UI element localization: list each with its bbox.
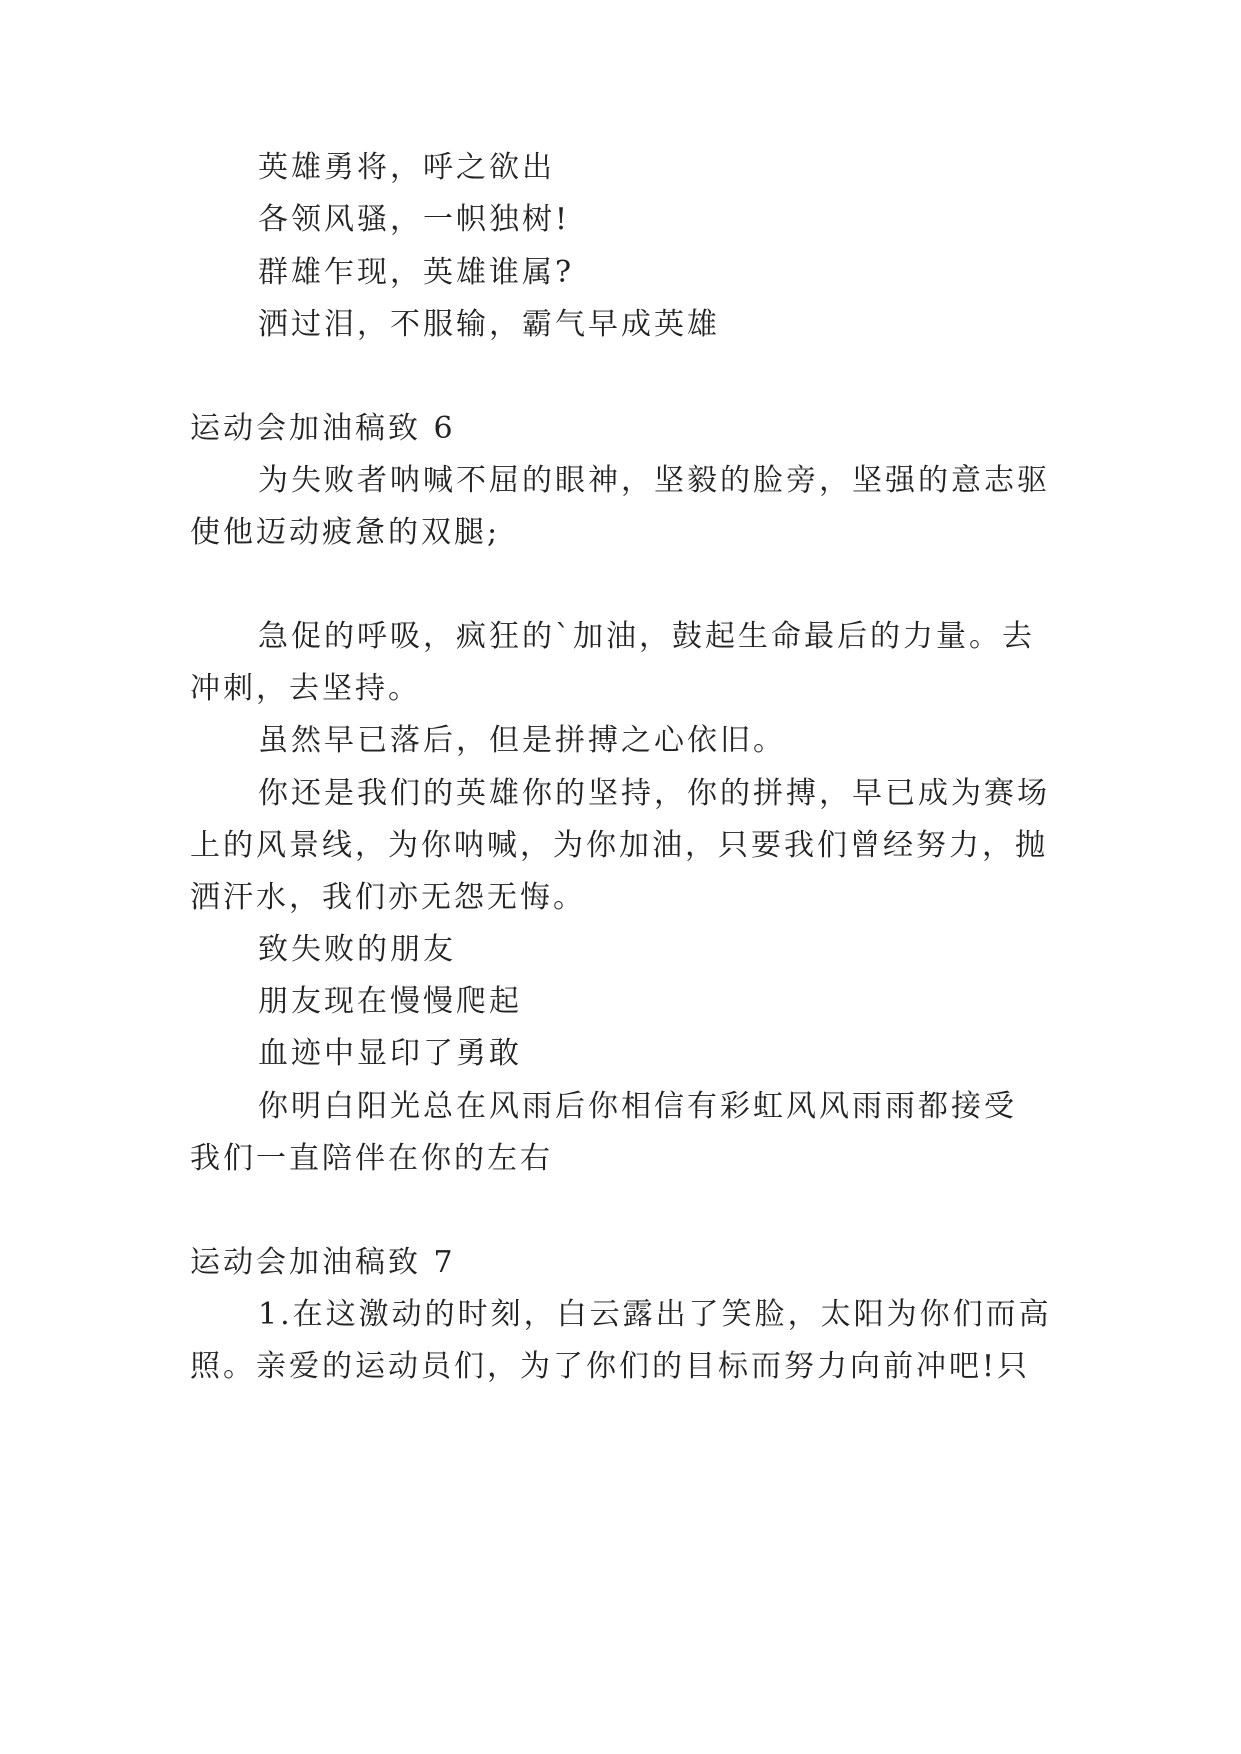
- poem-line: 群雄乍现，英雄谁属?: [258, 255, 575, 290]
- poem-line: 朋友现在慢慢爬起: [258, 984, 522, 1019]
- paragraph-line: 洒汗水，我们亦无怨无悔。: [190, 880, 586, 915]
- poem-line: 各领风骚，一帜独树!: [258, 202, 571, 237]
- section-heading-6: 运动会加油稿致 6: [190, 411, 456, 446]
- paragraph-line: 1.在这激动的时刻，白云露出了笑脸，太阳为你们而高: [258, 1297, 1052, 1332]
- section-heading-7: 运动会加油稿致 7: [190, 1245, 456, 1280]
- paragraph-line: 使他迈动疲惫的双腿;: [190, 515, 501, 550]
- poem-line: 洒过泪，不服输，霸气早成英雄: [258, 307, 720, 342]
- paragraph-line: 冲刺，去坚持。: [190, 671, 421, 706]
- paragraph-line: 照。亲爱的运动员们，为了你们的目标而努力向前冲吧!只: [190, 1349, 1031, 1384]
- poem-line: 致失败的朋友: [258, 932, 456, 967]
- poem-line: 血迹中显印了勇敢: [258, 1036, 522, 1071]
- paragraph-line: 虽然早已落后，但是拼搏之心依旧。: [258, 723, 786, 758]
- paragraph-line: 你还是我们的英雄你的坚持，你的拼搏，早已成为赛场: [258, 776, 1050, 811]
- paragraph-line: 上的风景线，为你呐喊，为你加油，只要我们曾经努力，抛: [190, 828, 1048, 863]
- paragraph-line: 我们一直陪伴在你的左右: [190, 1141, 553, 1176]
- poem-line: 英雄勇将，呼之欲出: [258, 150, 555, 185]
- paragraph-line: 为失败者呐喊不屈的眼神，坚毅的脸旁，坚强的意志驱: [258, 463, 1050, 498]
- paragraph-line: 急促的呼吸，疯狂的`加油，鼓起生命最后的力量。去: [258, 619, 1035, 654]
- paragraph-line: 你明白阳光总在风雨后你相信有彩虹风风雨雨都接受: [258, 1089, 1017, 1124]
